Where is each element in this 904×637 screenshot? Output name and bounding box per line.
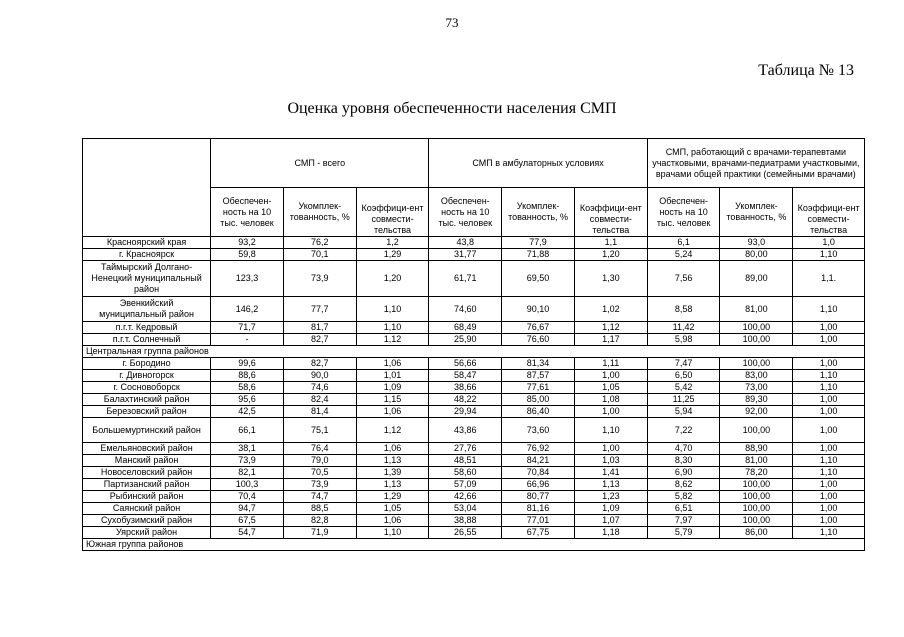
- value-cell: 1,10: [793, 527, 865, 539]
- value-cell: 78,20: [720, 467, 793, 479]
- value-cell: 1,00: [793, 515, 865, 527]
- table-row: [83, 479, 865, 491]
- value-cell: 82,4: [283, 394, 356, 406]
- value-cell: 100,00: [720, 418, 793, 443]
- value-cell: 1,06: [356, 443, 429, 455]
- table-row: [83, 237, 865, 249]
- table-row: [83, 249, 865, 261]
- value-cell: 70,84: [502, 467, 575, 479]
- value-cell: 93,0: [720, 237, 793, 249]
- row-name-cell: Красноярский края: [83, 237, 211, 249]
- value-cell: 76,67: [502, 322, 575, 334]
- value-cell: 68,49: [429, 322, 502, 334]
- value-cell: 1,06: [356, 515, 429, 527]
- value-cell: 1,1.: [793, 261, 865, 297]
- value-cell: 100,00: [720, 515, 793, 527]
- value-cell: 6,1: [647, 237, 720, 249]
- value-cell: 89,30: [720, 394, 793, 406]
- value-cell: 1,00: [793, 503, 865, 515]
- value-cell: 81,16: [502, 503, 575, 515]
- value-cell: 76,92: [502, 443, 575, 455]
- header-sub-coefficient: Коэффици-ент совмести-тельства: [574, 188, 647, 237]
- value-cell: 80,00: [720, 249, 793, 261]
- value-cell: 73,9: [283, 261, 356, 297]
- row-name-cell: п.г.т. Кедровый: [83, 322, 211, 334]
- section-row: [83, 346, 865, 358]
- value-cell: 7,97: [647, 515, 720, 527]
- value-cell: 1,00: [793, 418, 865, 443]
- value-cell: 8,58: [647, 297, 720, 322]
- value-cell: 1,00: [793, 394, 865, 406]
- value-cell: 1,2: [356, 237, 429, 249]
- value-cell: 1,18: [574, 527, 647, 539]
- value-cell: 86,40: [502, 406, 575, 418]
- row-name-cell: п.г.т. Солнечный: [83, 334, 211, 346]
- value-cell: 38,88: [429, 515, 502, 527]
- value-cell: 73,9: [283, 479, 356, 491]
- value-cell: 8,62: [647, 479, 720, 491]
- row-name-cell: Большемуртинский район: [83, 418, 211, 443]
- value-cell: 76,60: [502, 334, 575, 346]
- value-cell: 1,00: [793, 479, 865, 491]
- value-cell: 1,13: [356, 455, 429, 467]
- value-cell: 74,7: [283, 491, 356, 503]
- value-cell: 79,0: [283, 455, 356, 467]
- value-cell: 43,86: [429, 418, 502, 443]
- table-row: [83, 503, 865, 515]
- value-cell: 5,24: [647, 249, 720, 261]
- value-cell: 1,01: [356, 370, 429, 382]
- value-cell: 27,76: [429, 443, 502, 455]
- row-name-cell: Саянский район: [83, 503, 211, 515]
- value-cell: 1,00: [574, 370, 647, 382]
- value-cell: 1,10: [793, 455, 865, 467]
- value-cell: 26,55: [429, 527, 502, 539]
- section-label: Южная группа районов: [83, 539, 865, 551]
- value-cell: 74,60: [429, 297, 502, 322]
- table-row: [83, 297, 865, 322]
- value-cell: 70,5: [283, 467, 356, 479]
- value-cell: 73,60: [502, 418, 575, 443]
- value-cell: 1,00: [574, 443, 647, 455]
- header-sub-staffing: Укомплек-тованность, %: [502, 188, 575, 237]
- value-cell: 100,00: [720, 322, 793, 334]
- value-cell: 1,15: [356, 394, 429, 406]
- value-cell: 80,77: [502, 491, 575, 503]
- page-title: Оценка уровня обеспеченности населения СМП: [287, 100, 617, 117]
- value-cell: 1,23: [574, 491, 647, 503]
- table-row: [83, 334, 865, 346]
- value-cell: 4,70: [647, 443, 720, 455]
- value-cell: 82,8: [283, 515, 356, 527]
- value-cell: 1,10: [356, 322, 429, 334]
- value-cell: 88,6: [211, 370, 284, 382]
- value-cell: 86,00: [720, 527, 793, 539]
- value-cell: 146,2: [211, 297, 284, 322]
- value-cell: 1,07: [574, 515, 647, 527]
- value-cell: 7,22: [647, 418, 720, 443]
- value-cell: 59,8: [211, 249, 284, 261]
- value-cell: 67,75: [502, 527, 575, 539]
- table-row: [83, 406, 865, 418]
- value-cell: 77,7: [283, 297, 356, 322]
- value-cell: 100,00: [720, 479, 793, 491]
- value-cell: 5,82: [647, 491, 720, 503]
- value-cell: 70,1: [283, 249, 356, 261]
- row-name-cell: Березовский район: [83, 406, 211, 418]
- value-cell: 1,00: [793, 358, 865, 370]
- value-cell: 1,10: [793, 382, 865, 394]
- row-name-cell: Таймырский Долгано-Ненецкий муниципальный район: [83, 261, 211, 297]
- value-cell: 100,3: [211, 479, 284, 491]
- value-cell: 42,66: [429, 491, 502, 503]
- value-cell: 1,10: [356, 297, 429, 322]
- value-cell: 58,60: [429, 467, 502, 479]
- value-cell: 1,39: [356, 467, 429, 479]
- row-name-cell: Манский район: [83, 455, 211, 467]
- table-row: [83, 491, 865, 503]
- value-cell: 1,29: [356, 491, 429, 503]
- value-cell: 5,98: [647, 334, 720, 346]
- value-cell: 1,05: [574, 382, 647, 394]
- value-cell: 5,42: [647, 382, 720, 394]
- row-name-cell: Эвенкийский муниципальный район: [83, 297, 211, 322]
- value-cell: 1,00: [793, 322, 865, 334]
- value-cell: 1,02: [574, 297, 647, 322]
- value-cell: 88,5: [283, 503, 356, 515]
- table-row: [83, 322, 865, 334]
- value-cell: 38,66: [429, 382, 502, 394]
- value-cell: 58,6: [211, 382, 284, 394]
- row-name-cell: Новоселовский район: [83, 467, 211, 479]
- value-cell: 1,30: [574, 261, 647, 297]
- header-group-outpatient: СМП в амбулаторных условиях: [429, 139, 647, 188]
- value-cell: 93,2: [211, 237, 284, 249]
- value-cell: 89,00: [720, 261, 793, 297]
- value-cell: 1,00: [793, 334, 865, 346]
- value-cell: 81,00: [720, 455, 793, 467]
- row-name-cell: Партизанский район: [83, 479, 211, 491]
- value-cell: 1,05: [356, 503, 429, 515]
- header-sub-provision: Обеспечен-ность на 10 тыс. человек: [211, 188, 284, 237]
- header-group-therapists: СМП, работающий с врачами-терапевтами участковыми, врачами-педиатрами участковыми, врачами общей практики (семейными врачами): [647, 139, 864, 188]
- value-cell: 74,6: [283, 382, 356, 394]
- table-row: [83, 394, 865, 406]
- row-name-cell: Уярский район: [83, 527, 211, 539]
- page-number: 73: [445, 15, 459, 30]
- value-cell: 100,00: [720, 358, 793, 370]
- value-cell: 6,50: [647, 370, 720, 382]
- header-sub-provision: Обеспечен-ность на 10 тыс. человек: [647, 188, 720, 237]
- value-cell: 82,7: [283, 358, 356, 370]
- value-cell: 67,5: [211, 515, 284, 527]
- value-cell: 1,17: [574, 334, 647, 346]
- value-cell: 90,10: [502, 297, 575, 322]
- value-cell: 42,5: [211, 406, 284, 418]
- table-row: [83, 382, 865, 394]
- value-cell: 1,20: [574, 249, 647, 261]
- value-cell: 38,1: [211, 443, 284, 455]
- value-cell: 100,00: [720, 334, 793, 346]
- section-row: [83, 539, 865, 551]
- value-cell: 100,00: [720, 491, 793, 503]
- table-body: [83, 237, 865, 551]
- value-cell: 81,7: [283, 322, 356, 334]
- section-label: Центральная группа районов: [83, 346, 865, 358]
- value-cell: 1,29: [356, 249, 429, 261]
- value-cell: 53,04: [429, 503, 502, 515]
- row-name-cell: г. Сосновоборск: [83, 382, 211, 394]
- row-name-cell: г. Дивногорск: [83, 370, 211, 382]
- value-cell: 1,09: [574, 503, 647, 515]
- value-cell: 1,12: [356, 334, 429, 346]
- value-cell: 1,10: [574, 418, 647, 443]
- value-cell: 73,00: [720, 382, 793, 394]
- table-row: [83, 370, 865, 382]
- value-cell: 88,90: [720, 443, 793, 455]
- table-header: [83, 139, 865, 237]
- value-cell: 1,20: [356, 261, 429, 297]
- value-cell: 6,51: [647, 503, 720, 515]
- value-cell: 48,51: [429, 455, 502, 467]
- value-cell: 1,06: [356, 358, 429, 370]
- value-cell: 81,34: [502, 358, 575, 370]
- value-cell: 81,4: [283, 406, 356, 418]
- row-name-cell: Рыбинский район: [83, 491, 211, 503]
- value-cell: 90,0: [283, 370, 356, 382]
- value-cell: 31,77: [429, 249, 502, 261]
- value-cell: 66,96: [502, 479, 575, 491]
- value-cell: 1,1: [574, 237, 647, 249]
- value-cell: -: [211, 334, 284, 346]
- value-cell: 48,22: [429, 394, 502, 406]
- value-cell: 1,10: [793, 249, 865, 261]
- value-cell: 66,1: [211, 418, 284, 443]
- header-group-total: СМП - всего: [211, 139, 429, 188]
- table-row: [83, 418, 865, 443]
- header-sub-staffing: Укомплек-тованность, %: [720, 188, 793, 237]
- value-cell: 75,1: [283, 418, 356, 443]
- value-cell: 1,0: [793, 237, 865, 249]
- value-cell: 71,88: [502, 249, 575, 261]
- value-cell: 1,10: [793, 297, 865, 322]
- value-cell: 8,30: [647, 455, 720, 467]
- table-row: [83, 527, 865, 539]
- value-cell: 1,41: [574, 467, 647, 479]
- value-cell: 7,56: [647, 261, 720, 297]
- value-cell: 61,71: [429, 261, 502, 297]
- header-sub-provision: Обеспечен-ность на 10 тыс. человек: [429, 188, 502, 237]
- value-cell: 76,4: [283, 443, 356, 455]
- value-cell: 92,00: [720, 406, 793, 418]
- value-cell: 1,13: [356, 479, 429, 491]
- value-cell: 87,57: [502, 370, 575, 382]
- table-row: [83, 358, 865, 370]
- value-cell: 54,7: [211, 527, 284, 539]
- table-row: [83, 443, 865, 455]
- value-cell: 71,7: [211, 322, 284, 334]
- row-name-cell: г. Бородино: [83, 358, 211, 370]
- value-cell: 77,01: [502, 515, 575, 527]
- value-cell: 6,90: [647, 467, 720, 479]
- value-cell: 7,47: [647, 358, 720, 370]
- value-cell: 1,10: [793, 370, 865, 382]
- row-name-cell: г. Красноярск: [83, 249, 211, 261]
- value-cell: 43,8: [429, 237, 502, 249]
- value-cell: 1,09: [356, 382, 429, 394]
- value-cell: 11,42: [647, 322, 720, 334]
- header-sub-coefficient: Коэффици-ент совмести-тельства: [356, 188, 429, 237]
- table-row: [83, 455, 865, 467]
- value-cell: 1,12: [356, 418, 429, 443]
- value-cell: 57,09: [429, 479, 502, 491]
- value-cell: 1,10: [356, 527, 429, 539]
- value-cell: 1,00: [793, 491, 865, 503]
- value-cell: 84,21: [502, 455, 575, 467]
- value-cell: 71,9: [283, 527, 356, 539]
- value-cell: 1,13: [574, 479, 647, 491]
- value-cell: 100,00: [720, 503, 793, 515]
- value-cell: 25,90: [429, 334, 502, 346]
- row-name-cell: Емельяновский район: [83, 443, 211, 455]
- value-cell: 1,06: [356, 406, 429, 418]
- value-cell: 123,3: [211, 261, 284, 297]
- table-row: [83, 467, 865, 479]
- value-cell: 85,00: [502, 394, 575, 406]
- value-cell: 1,08: [574, 394, 647, 406]
- value-cell: 83,00: [720, 370, 793, 382]
- header-empty-cell: [83, 139, 211, 237]
- value-cell: 1,11: [574, 358, 647, 370]
- value-cell: 29,94: [429, 406, 502, 418]
- value-cell: 69,50: [502, 261, 575, 297]
- table-label: Таблица № 13: [758, 62, 854, 79]
- value-cell: 76,2: [283, 237, 356, 249]
- value-cell: 11,25: [647, 394, 720, 406]
- value-cell: 56,66: [429, 358, 502, 370]
- value-cell: 1,03: [574, 455, 647, 467]
- row-name-cell: Сухобузимский район: [83, 515, 211, 527]
- header-sub-coefficient: Коэффици-ент совмести-тельства: [793, 188, 865, 237]
- value-cell: 82,1: [211, 467, 284, 479]
- value-cell: 95,6: [211, 394, 284, 406]
- value-cell: 1,00: [793, 406, 865, 418]
- value-cell: 1,00: [574, 406, 647, 418]
- table-row: [83, 515, 865, 527]
- value-cell: 70,4: [211, 491, 284, 503]
- data-table: [82, 138, 865, 551]
- value-cell: 58,47: [429, 370, 502, 382]
- table-row: [83, 261, 865, 297]
- value-cell: 1,12: [574, 322, 647, 334]
- value-cell: 94,7: [211, 503, 284, 515]
- value-cell: 99,6: [211, 358, 284, 370]
- value-cell: 81,00: [720, 297, 793, 322]
- value-cell: 77,61: [502, 382, 575, 394]
- value-cell: 5,94: [647, 406, 720, 418]
- row-name-cell: Балахтинский район: [83, 394, 211, 406]
- value-cell: 73,9: [211, 455, 284, 467]
- header-sub-staffing: Укомплек-тованность, %: [283, 188, 356, 237]
- value-cell: 77,9: [502, 237, 575, 249]
- value-cell: 1,10: [793, 467, 865, 479]
- value-cell: 5,79: [647, 527, 720, 539]
- value-cell: 1,00: [793, 443, 865, 455]
- value-cell: 82,7: [283, 334, 356, 346]
